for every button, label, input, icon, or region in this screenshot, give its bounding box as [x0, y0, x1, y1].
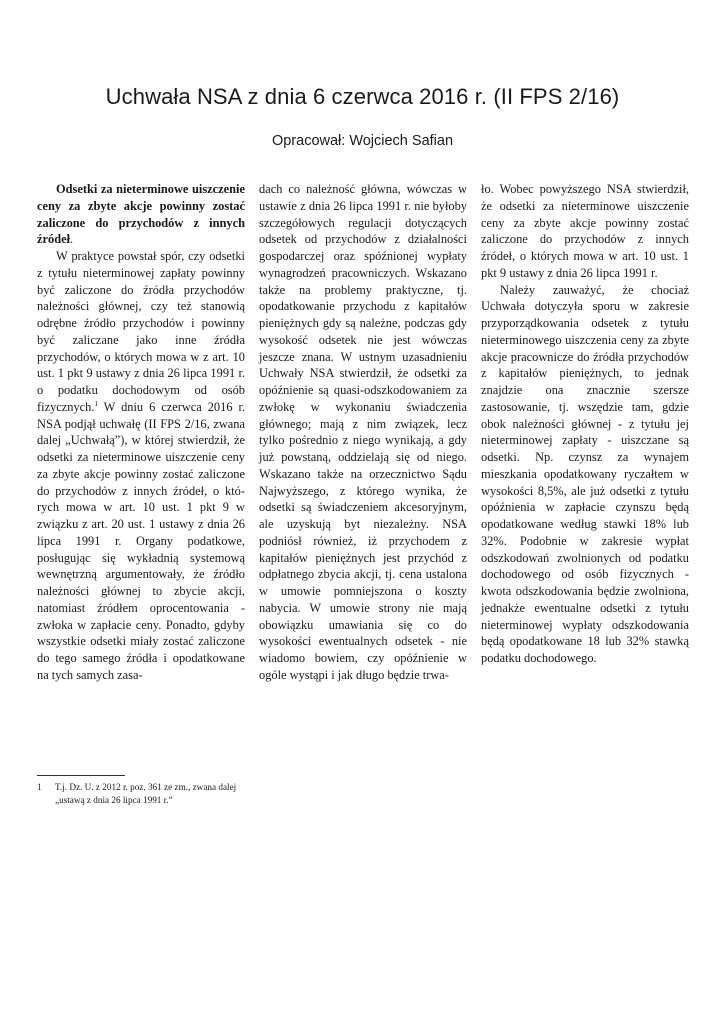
lead-bold-text: Odsetki za nieterminowe uiszczenie ceny za zbyte akcje powinny zostać zaliczone do przychodów z innych źródeł — [37, 182, 245, 247]
footnote-text: T.j. Dz. U. z 2012 r. poz. 361 ze zm., zwana dalej „ustawą z dnia 26 lipca 1991 r.” — [55, 782, 237, 805]
body-paragraph: dach co należność główna, wówczas w ustawie z dnia 26 lipca 1991 r. nie byłoby szczegółowych regulacji dotyczących odsetek od przychodów z działalności gospodarczej oraz spóźnionej wypłaty wynagrodzeń pracowniczych. Wskazano także na problemy praktyczne, tj. opodatkowanie przychodu z kapitałów pieniężnych gdy są należne, podczas gdy wysokość odsetek nie jest wówczas jeszcze znana. W ustnym uzasadnieniu Uchwały NSA stwierdził, że odsetki za opóźnienie są quasi-odszkodowaniem za zwłokę w wykonaniu świadczenia głównego; mają z nim związek, lecz tylko pośrednio z niego wynikają, a gdy już powstaną, oddzielają się od niego. Wskazano także na orzecznictwo Sądu Najwyższego, z którego wynika, że odsetki są świadczeniem akcesoryjnym, ale uzyskują byt niezależny. NSA podniósł również, iż przychodem z kapitałów pieniężnych jest przychód z odpłatnego zbycia akcji, tj. cena ustalona w umowie pomniejszona o koszty nabycia. W umowie strony nie mają obowiązku umawiania się co do wysokości ewentualnych odsetek - nie wiadomo bowiem, czy opóźnienie w ogóle wystąpi i jak długo będzie trwa- — [259, 182, 467, 682]
text-column-3 — [481, 181, 689, 667]
lead-period: . — [70, 232, 74, 247]
body-paragraph: Należy zauważyć, że chociaż Uchwała dotyczyła sporu w zakresie przyporządkowania odsetek z tytułu nieterminowego uiszczenia ceny za zbyte akcje pracownicze do źródła przychodów z kapitałów pieniężnych, to jednak znajdzie ona znacznie szersze zastosowanie, tj. wszędzie tam, gdzie obok należności głównej - z tytułu jej nieterminowej zapłaty - uiszczane są odsetki. Np. czynsz za wynajem mieszkania opodatkowany ryczałtem w wysokości 8,5%, ale już odsetki z tytułu opóźnienia w zapłacie czynszu będą opodatkowane według stawki 18% lub 32%. Podobnie w zakresie wypłat odszkodowań zwolnionych od podatku dochodowego od osób fizycznych - kwota odszkodowania będzie zwolniona, jednakże ewentualne odsetki z tytułu nieterminowej wypłaty odszkodowania będą opodatkowane 18 lub 32% stawką podatku dochodowego. — [481, 282, 689, 665]
footnote-number: 1 — [37, 782, 42, 792]
page-title: Uchwała NSA z dnia 6 czerwca 2016 r. (II FPS 2/16) — [105, 84, 620, 109]
footnote-ref: 1 — [94, 399, 98, 408]
body-paragraph — [37, 248, 245, 684]
footnote-divider — [37, 775, 125, 776]
body-paragraph: ło. Wobec powyższego NSA stwierdził, że odsetki za nieterminowe uiszczenie ceny za zbyte akcje powinny zostać zaliczone do przychodów z innych źródeł, o których mowa w art. 10 ust. 1 pkt 9 ustawy z dnia 26 lipca 1991 r. — [481, 182, 689, 280]
author-line: Opracował: Wojciech Safian — [271, 133, 454, 149]
body-text: W praktyce powstał spór, czy odsetki z tytułu nieterminowej zapłaty powinny być zaliczone do źródła przychodów należności głównej, czy też stanowią odrębne źródło przychodów i powinny być zaliczane jako inne źródła przychodów, o których mowa w z art. 10 ust. 1 pkt 9 ustawy z dnia 26 lipca 1991 r. o podatku dochodowym od osób fizycznych. — [37, 249, 245, 414]
lead-paragraph — [37, 181, 245, 248]
footnote — [37, 781, 267, 807]
body-text: W dniu 6 czerwca 2016 r. NSA podjął uchwałę (II FPS 2/16, zwana dalej „Uchwałą”), w której stwierdził, że odsetki za nieterminowe uiszczenie ceny za zbyte akcje powinny zostać zaliczone do przychodów z innych źródeł, o których mowa w art. 10 ust. 1 pkt 9 w związku z art. 20 ust. 1 ustawy z dnia 26 lipca 1991 r. Organy podatkowe, posługując się wykładnią systemową wewnętrzną argumentowały, że źródło należności głównej to zbycie akcji, natomiast źródłem oprocentowania - zwłoka w zapłacie ceny. Ponadto, gdyby wszystkie odsetki miały zostać zaliczone do tego samego źródła i opodatkowane na tych samych zasa- — [37, 399, 245, 682]
text-column-2 — [259, 181, 467, 684]
text-column-1 — [37, 181, 245, 684]
